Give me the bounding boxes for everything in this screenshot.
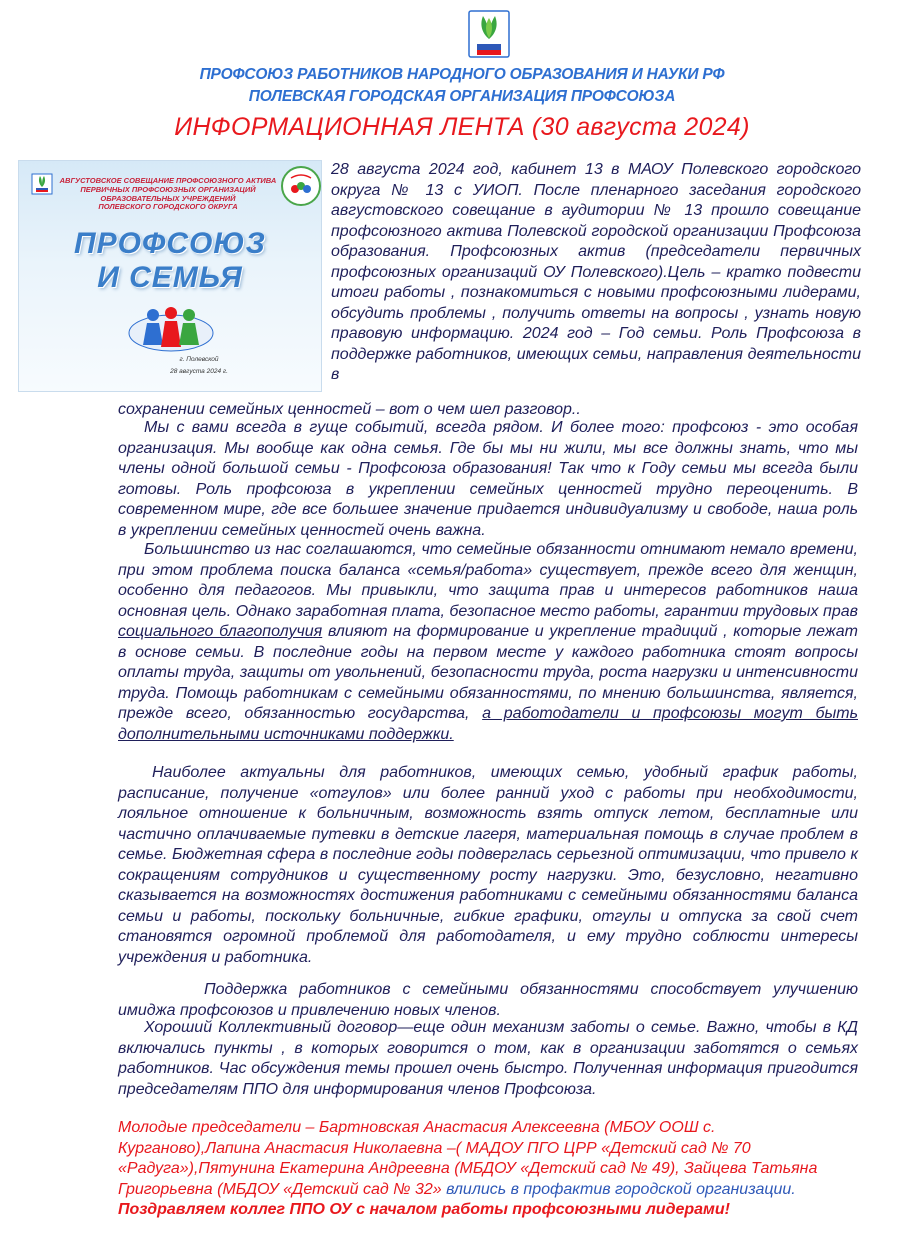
org-header-line2: ПОЛЕВСКАЯ ГОРОДСКАЯ ОРГАНИЗАЦИЯ ПРОФСОЮЗА: [248, 88, 676, 105]
underlined-statement: а работодатели и профсоюзы могут быть дополнительными источниками поддержки.: [118, 705, 858, 743]
year-of-family-badge-icon: [281, 166, 321, 206]
article-paragraph-intro: 28 августа 2024 год, кабинет 13 в МАОУ Полевского городского округа № 13 с УИОП. После пленарного заседания городского августовского совещание в аудитории № 13 прошло совещание профсоюзного актива Полевской городской организации Профсоюза образования. Профсоюзных актив (председатели первичных профсоюзных организаций ОУ Полевского).Цель – кратко подвести итоги работы , познакомиться с новыми профсоюзными лидерами, обсудить проблемы , получить ответы на вопросы , узнать новую правовую информацию. 2024 год – Год семьи. Роль Профсоюза в поддержке работников, имеющих семьи, направления деятельности в: [331, 161, 861, 383]
social-welfare-link[interactable]: социального благополучия: [118, 623, 323, 640]
org-header-line1: ПРОФСОЮЗ РАБОТНИКОВ НАРОДНОГО ОБРАЗОВАНИЯ И НАУКИ РФ: [199, 66, 725, 83]
article-paragraph-agreement: Хороший Коллективный договор—еще один механизм заботы о семье. Важно, чтобы в КД включались пункты , в которых говорится о том, как в организации заботятся о семьях работников. Час обсуждения темы прошел очень быстро. Полученная информация пригодится председателям ППО для информирования членов Профсоюза.: [118, 1019, 858, 1098]
page-title: ИНФОРМАЦИОННАЯ ЛЕНТА (30 августа 2024): [174, 113, 750, 141]
article-paragraph-new-leaders: [118, 1118, 858, 1221]
congratulations-text: Поздравляем коллег ППО ОУ с началом работы профсоюзными лидерами!: [118, 1201, 730, 1218]
event-poster-image: [18, 160, 322, 392]
paragraph-text: влияют на формирование и укрепление традиций , которые лежат в основе семьи. В последние годы на первом месте у каждого работника стоят вопросы оплаты труда, защиты от увольнений, безопасности труда, роста нагрузки и интенсивности труда. Помощь работникам с семейными обязанностями, по мнению большинства, является, прежде всего, обязанностью государства,: [118, 623, 859, 722]
poster-date: 28 августа 2024 г.: [170, 368, 228, 375]
article-paragraph-needs: Наиболее актуальны для работников, имеющих семью, удобный график работы, расписание, получение «отгулов» или более ранний уход с работы при необходимости, лояльное отношение к больничным, возможность взять отпуск летом, бесплатные или частично оплачиваемые путевки в детские лагеря, материальная помощь в случае проблем в семье. Бюджетная сфера в последние годы подверглась серьезной оптимизации, что привело к сокращениям сотрудников и существенному росту нагрузки. Это, безусловно, негативно сказывается на возможностях достижения работниками с семейными обязанностями баланса семьи и работы, поскольку больничные, гибкие графики, отгулы и отпуска за свой счет становятся огромной проблемой для работодателя, и ему трудно соблюсти интересы учреждения и работника.: [118, 764, 858, 966]
poster-heading-line: ПОЛЕВСКОГО ГОРОДСКОГО ОКРУГА: [98, 202, 238, 212]
poster-title-line2: И СЕМЬЯ: [97, 261, 243, 294]
poster-title-line1: ПРОФСОЮЗ: [74, 227, 266, 260]
new-chairpersons-list: Молодые председатели – Бартновская Анастасия Алексеевна (МБОУ ООШ с. Курганово),Лапина Анастасия Николаевна –( МАДОУ ПГО ЦРР «Детский сад № 70 «Радуга»),Пятунина Екатерина Андреевна (МБДОУ «Детский сад № 49), Зайцева Татьяна Григорьевна (МБДОУ «Детский сад № 32»: [118, 1119, 818, 1198]
poster-heading-line: ОБРАЗОВАТЕЛЬНЫХ УЧРЕЖДЕНИЙ: [100, 193, 236, 203]
paragraph-text: влились в профактив городской организации.: [441, 1180, 796, 1198]
poster-heading-line: АВГУСТОВСКОЕ СОВЕЩАНИЕ ПРОФСОЮЗНОГО АКТИВА: [59, 176, 277, 185]
article-paragraph-family: Мы с вами всегда в гуще событий, всегда рядом. И более того: профсоюз - это особая организация. Мы вообще как одна семья. Где бы мы ни жили, мы все должны знать, что мы члены одной большой семьи - Профсоюза образования! Так что к Году семьи мы всегда были готовы. Роль профсоюза в укреплении семейных ценностей трудно переоценить. В современном мире, где все большее значение придается индивидуализму и свободе, наша роль в укреплении семейных ценностей очень важна.: [118, 419, 858, 539]
union-logo-icon: [463, 8, 515, 60]
family-emblem-icon: [125, 301, 217, 361]
poster-heading: [57, 177, 279, 212]
paragraph-text: Большинство из нас соглашаются, что семейные обязанности отнимают немало времени, при этом проблема поиска баланса «семья/работа» существует, прежде всего для женщин, особенно для педагогов. Мы привыкли, что защита прав и интересов работников наша основная цель. Однако заработная плата, безопасное место работы, гарантии трудовых прав: [118, 541, 858, 620]
poster-heading-line: ПЕРВИЧНЫХ ПРОФСОЮЗНЫХ ОРГАНИЗАЦИЙ: [80, 184, 256, 194]
article-paragraph-balance: [118, 540, 858, 745]
poster-city: г. Полевской: [179, 356, 219, 363]
article-paragraph-intro-tail: сохранении семейных ценностей – вот о чем шел разговор..: [118, 401, 581, 418]
article-paragraph-support: Поддержка работников с семейными обязанностями способствует улучшению имиджа профсоюзов и привлечению новых членов.: [118, 981, 858, 1019]
poster-union-logo-icon: [31, 173, 53, 195]
